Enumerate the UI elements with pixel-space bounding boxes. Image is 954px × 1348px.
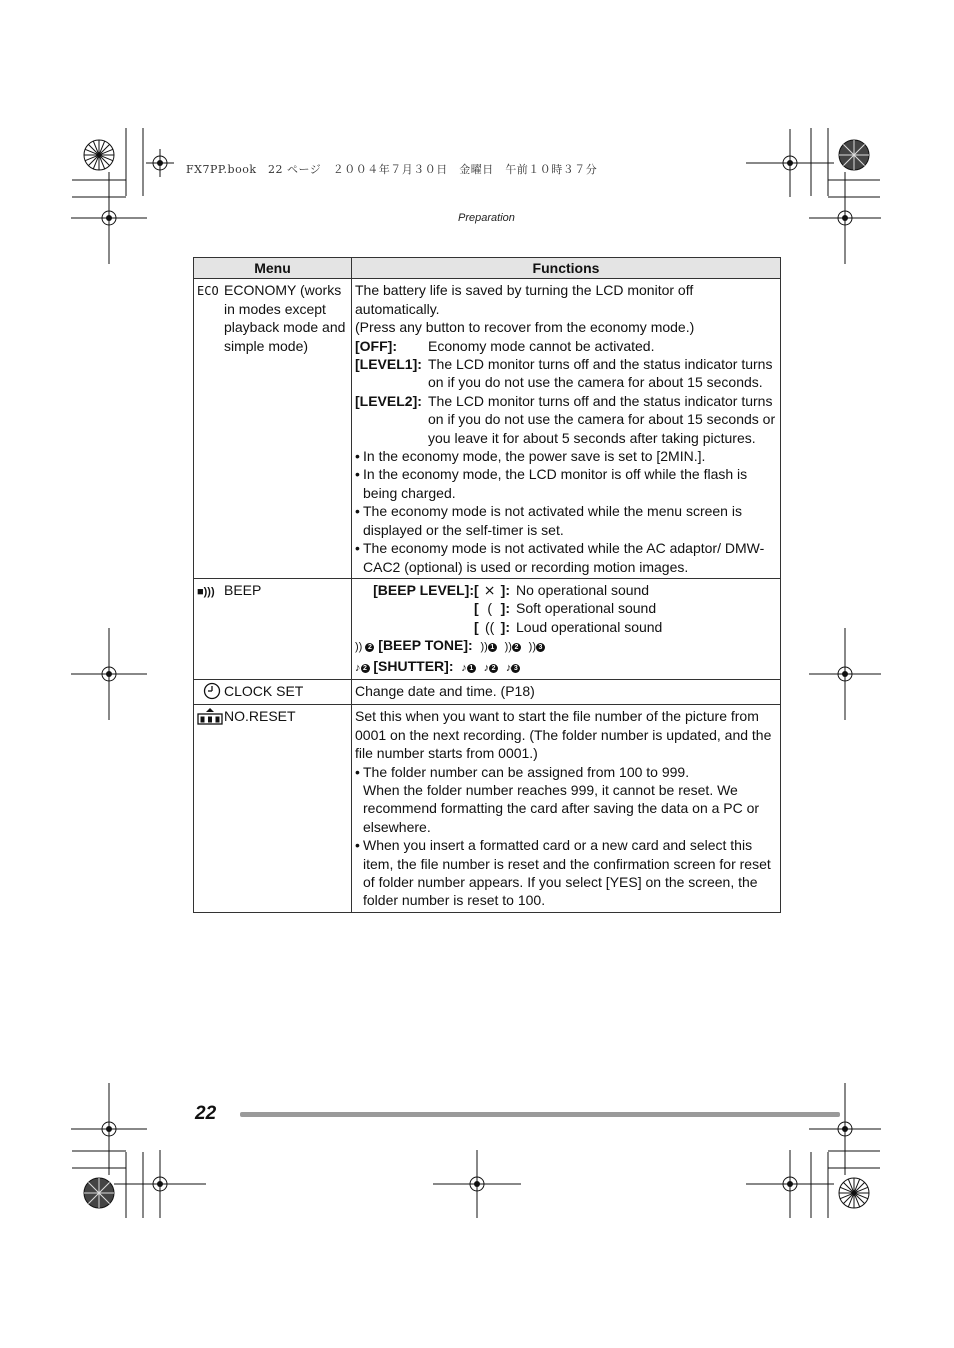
page-bar bbox=[240, 1112, 840, 1117]
shutter-icon-num: 2 bbox=[361, 664, 370, 673]
noreset-intro: Set this when you want to start the file number of the picture from 0001 on the next recording. (The folder number is updated, and the file number starts from 0001.) bbox=[355, 708, 772, 762]
economy-icon: ECO bbox=[197, 284, 219, 299]
clock-icon bbox=[197, 682, 224, 702]
soft-sound-icon: ( bbox=[487, 600, 492, 617]
menu-table bbox=[193, 257, 781, 913]
menu-cell-beep bbox=[194, 578, 352, 679]
economy-bullet-4: The economy mode is not activated while the AC adaptor/ DMW-CAC2 (optional) is used or recording motion images. bbox=[363, 540, 765, 575]
menu-cell-economy bbox=[194, 279, 352, 579]
shutter-1: 1 bbox=[467, 664, 476, 673]
noreset-icon bbox=[197, 707, 224, 726]
beep-level-close-1: ]: bbox=[500, 581, 510, 598]
beep-level-soft: Soft operational sound bbox=[516, 600, 657, 617]
clock-function: Change date and time. (P18) bbox=[352, 679, 781, 704]
beep-tone-line: )) 2 [BEEP TONE]: )) 1 )) 2 )) 3 bbox=[355, 636, 777, 656]
mute-icon: ⨯ bbox=[483, 581, 496, 598]
menu-header: Menu bbox=[194, 258, 352, 279]
table-row-noreset bbox=[194, 705, 781, 912]
off-key: [OFF]: bbox=[355, 337, 397, 354]
level1-value: The LCD monitor turns off and the status indicator turns on if you do not use the camera for about 15 seconds. bbox=[428, 356, 773, 391]
level2-key: [LEVEL2]: bbox=[355, 392, 422, 409]
loud-sound-icon: (( bbox=[485, 618, 495, 635]
economy-label: ECONOMY (works in modes except playback mode and simple mode) bbox=[224, 282, 346, 354]
level2-value: The LCD monitor turns off and the status indicator turns on if you do not use the camera for about 15 seconds or you leave it for about 5 seconds after taking pictures. bbox=[428, 392, 776, 446]
tone-1: 1 bbox=[488, 643, 497, 652]
beep-icon: ■))) bbox=[197, 585, 215, 598]
beep-label: BEEP bbox=[224, 581, 262, 598]
noreset-bullet-1: The folder number can be assigned from 100 to 999. bbox=[363, 763, 690, 780]
beep-tone-key: [BEEP TONE]: bbox=[378, 637, 473, 654]
menu-cell-clock bbox=[194, 679, 352, 704]
economy-intro-1: The battery life is saved by turning the LCD monitor off automatically. bbox=[355, 282, 694, 317]
shutter-icon: ♪ bbox=[355, 661, 361, 674]
shutter-line: ♪ 2 [SHUTTER]: ♪ 1 ♪ 2 ♪ 3 bbox=[355, 657, 777, 677]
shutter-2: 2 bbox=[489, 664, 498, 673]
economy-bullet-3: The economy mode is not activated while the menu screen is displayed or the self-timer is set. bbox=[363, 503, 742, 538]
tone-2: 2 bbox=[512, 643, 521, 652]
table-row-economy bbox=[194, 279, 781, 579]
beep-tone-icon: )) bbox=[355, 641, 366, 654]
beep-level-close-3: ]: bbox=[500, 618, 510, 635]
economy-bullet-1: In the economy mode, the power save is set to [2MIN.]. bbox=[363, 448, 706, 465]
economy-intro-2: (Press any button to recover from the economy mode.) bbox=[355, 319, 695, 336]
functions-header: Functions bbox=[352, 258, 781, 279]
beep-level-loud: Loud operational sound bbox=[516, 618, 663, 635]
noreset-bullet-2: When you insert a formatted card or a new card and select this item, the file number is reset and the confirmation screen for reset of folder number appears. If you select [YES] on the screen, the folder number is reset to 100. bbox=[363, 837, 771, 909]
function-cell-economy: The battery life is saved by turning the LCD monitor off automatically. (Press any button to recover from the economy mode.) [OFF]: Economy mode cannot be activated. [LEVEL1]: The LCD monitor turns off and the status indicator turns on if you do not use the camera for about 15 seconds. [LEVEL2]: The LCD monitor turns off and the status indicator turns on if you do not use the camera for about 15 seconds or you leave it for about 5 seconds after taking pictures. • In the economy mode, the power save is set to [2MIN.]. • In the economy mode, the LCD monitor is off while the flash is being charged. • The economy mode is not activated while the menu screen is displayed or the self-timer is set. • The economy mode is not activated while the AC adaptor/ DMW-CAC2 (optional) is used or recording motion images. bbox=[352, 279, 781, 579]
beep-level-none: No operational sound bbox=[516, 581, 650, 598]
page-number: 22 bbox=[195, 1103, 217, 1124]
level1-key: [LEVEL1]: bbox=[355, 356, 422, 373]
tone-3: 3 bbox=[536, 643, 545, 652]
menu-cell-noreset bbox=[194, 705, 352, 912]
function-cell-noreset: Set this when you want to start the file number of the picture from 0001 on the next recording. (The folder number is updated, and the file number starts from 0001.) • The folder number can be assigned from 100 to 999. When the folder number reaches 999, it cannot be reset. We recommend formatting the card after saving the data on a PC or elsewhere. • When you insert a formatted card or a new card and select this item, the file number is reset and the confirmation screen for reset of folder number appears. If you select [YES] on the screen, the folder number is reset to 100. bbox=[352, 705, 781, 912]
noreset-bullet-1-cont: When the folder number reaches 999, it cannot be reset. We recommend formatting the card after saving the data on a PC or elsewhere. bbox=[363, 781, 760, 835]
print-header: FX7PP.book 22 ページ ２００４年７月３０日 金曜日 午前１０時３７分 bbox=[186, 163, 598, 176]
clock-label: CLOCK SET bbox=[224, 682, 304, 699]
table-header-row bbox=[194, 258, 781, 279]
shutter-3: 3 bbox=[511, 664, 520, 673]
section-title: Preparation bbox=[458, 212, 515, 224]
beep-level-close-2: ]: bbox=[500, 600, 510, 617]
table-row-clock bbox=[194, 679, 781, 704]
shutter-key: [SHUTTER]: bbox=[373, 657, 454, 674]
beep-tone-icon-num: 2 bbox=[365, 643, 374, 652]
noreset-label: NO.RESET bbox=[224, 708, 296, 725]
economy-bullet-2: In the economy mode, the LCD monitor is off while the flash is being charged. bbox=[363, 466, 748, 501]
beep-level-key: [BEEP LEVEL]:[ bbox=[373, 581, 479, 598]
table-row-beep bbox=[194, 578, 781, 679]
off-value: Economy mode cannot be activated. bbox=[428, 337, 655, 354]
function-cell-beep: [BEEP LEVEL]:[ ⨯ ]: No operational sound [ ( ]: Soft operational sound [ (( ]: Loud operational sound )) 2 [BEEP TONE]: )) 1 )) 2 )) 3 ♪ 2 [SHUTTER]: ♪ 1 ♪ 2 ♪ 3 bbox=[352, 578, 781, 679]
